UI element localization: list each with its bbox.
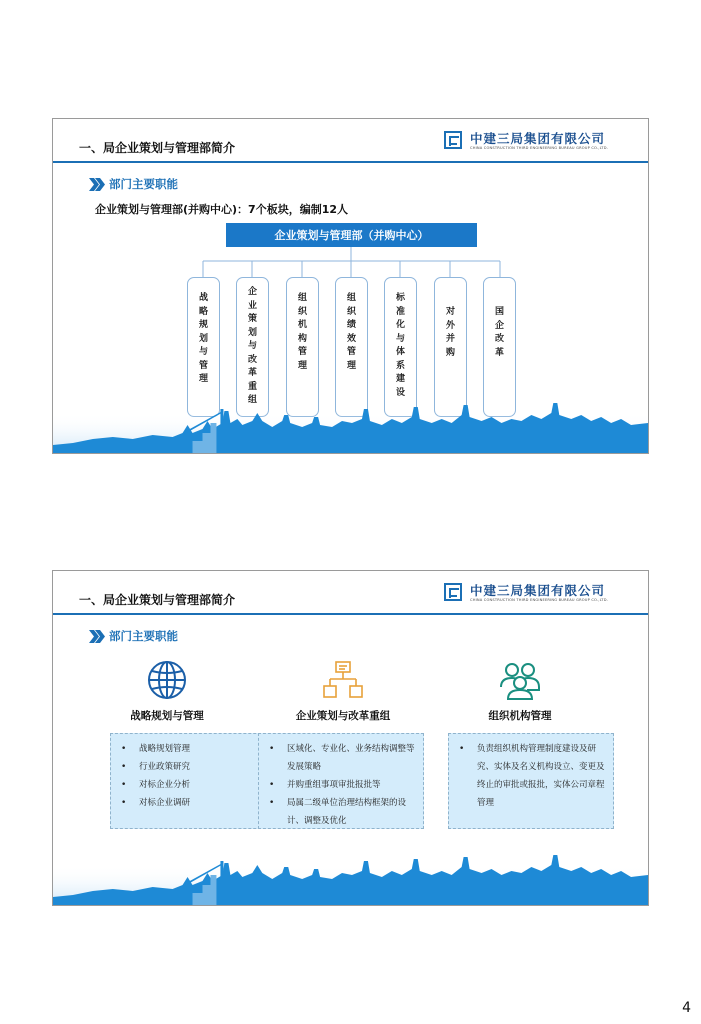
list-item: • 局属二级单位治理结构框架的设计、调整及优化 [265,794,417,830]
column-title-strategy: 战略规划与管理 [130,710,204,722]
list-item: • 行业政策研究 [117,758,269,776]
city-skyline-decoration [53,393,648,453]
logo-company-name: 中建三局集团有限公司 [470,131,606,146]
globe-icon [146,659,188,701]
slide-org-structure [52,118,649,454]
org-box-soe-reform: 国企改革 [483,277,516,417]
list-item: • 对标企业调研 [117,794,269,812]
list-item: • 并购重组事项审批报批等 [265,776,417,794]
people-icon [499,659,541,701]
card-planning [258,733,424,829]
card-organization [448,733,614,829]
logo-company-name: 中建三局集团有限公司 [470,583,606,598]
org-box-planning: 企业策划与改革重组 [236,277,269,417]
list-item: • 区域化、专业化、业务结构调整等发展策略 [265,740,417,776]
card-strategy [110,733,276,829]
section-title: 部门主要职能 [109,629,178,643]
column-title-organization: 组织机构管理 [488,710,552,722]
slide-functions [52,570,649,906]
double-chevron-icon [89,630,105,643]
city-skyline-decoration [53,845,648,905]
logo-company-name-en: CHINA CONSTRUCTION THIRD ENGINEERING BUREAU GROUP CO.,LTD. [470,598,609,602]
list-item: • 负责组织机构管理制度建设及研究、实体及名义机构设立、变更及终止的审批或报批，实体公司章程管理 [455,740,607,812]
org-summary: 企业策划与管理部(并购中心)：7个板块，编制12人 [95,203,349,216]
org-box-standardization: 标准化与体系建设 [384,277,417,417]
org-box-acquisition: 对外并购 [434,277,467,417]
org-box-performance: 组织绩效管理 [335,277,368,417]
slide-header [53,571,648,615]
slide-title: 一、局企业策划与管理部简介 [79,141,236,155]
slide-title: 一、局企业策划与管理部简介 [79,593,236,607]
list-item: • 对标企业分析 [117,776,269,794]
logo-company-name-en: CHINA CONSTRUCTION THIRD ENGINEERING BUREAU GROUP CO.,LTD. [470,146,609,150]
section-title: 部门主要职能 [109,177,178,191]
section-heading [89,628,178,644]
org-root-box: 企业策划与管理部（并购中心） [226,223,477,247]
cscec-logo-icon [444,583,462,601]
org-chart-icon [322,659,364,701]
org-box-strategy: 战略规划与管理 [187,277,220,417]
list-item: • 战略规划管理 [117,740,269,758]
org-box-organization: 组织机构管理 [286,277,319,417]
column-title-planning: 企业策划与改革重组 [295,710,391,722]
page-number: 4 [682,1000,691,1016]
company-logo [444,581,636,607]
